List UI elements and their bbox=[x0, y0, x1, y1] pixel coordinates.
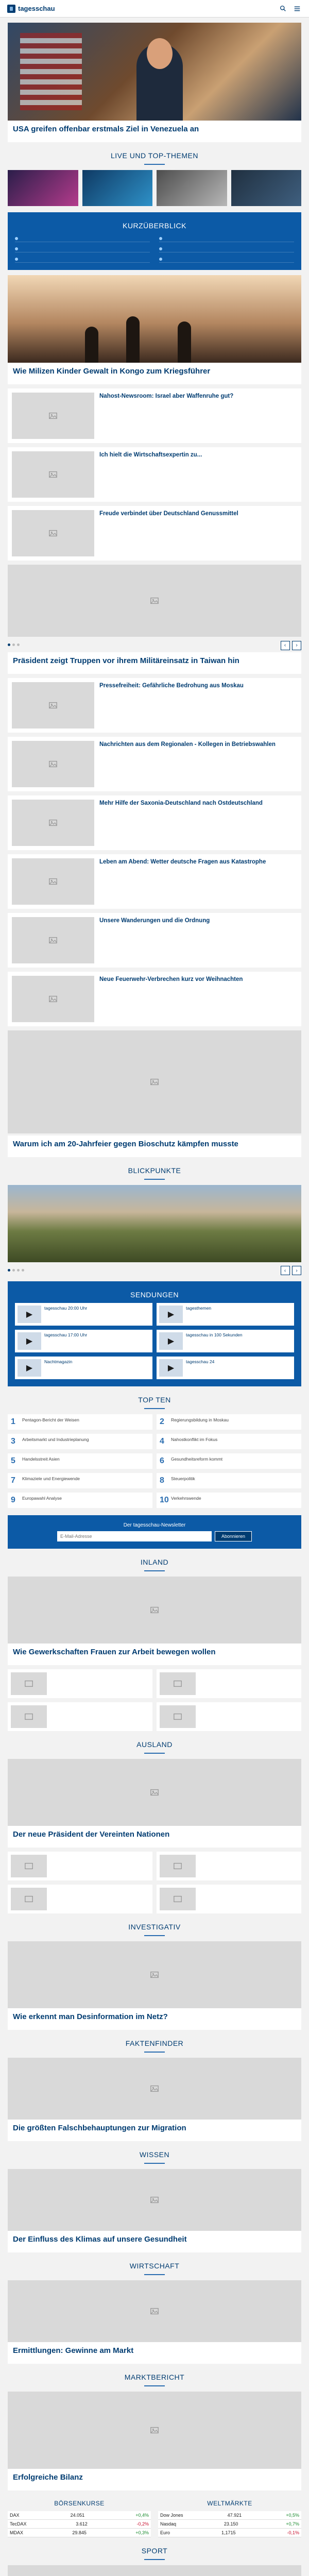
list-headline[interactable]: Neue Feuerwehr-Verbrechen kurz vor Weihnachten bbox=[99, 976, 243, 982]
image-placeholder-icon bbox=[8, 2169, 301, 2231]
index-name: DAX bbox=[10, 2513, 20, 2518]
slider-dot[interactable] bbox=[12, 1269, 15, 1272]
list-headline[interactable]: Nahost-Newsroom: Israel aber Waffenruhe gut? bbox=[99, 393, 234, 399]
image-placeholder-icon bbox=[160, 1705, 196, 1728]
inland-lead[interactable] bbox=[8, 1577, 301, 1665]
list-headline[interactable]: Nachrichten aus dem Regionalen - Kollegen in Betriebswahlen bbox=[99, 741, 276, 748]
top-ten-label: Nahostkonflikt im Fokus bbox=[171, 1437, 218, 1442]
site-header bbox=[0, 0, 309, 18]
sendung-item[interactable] bbox=[157, 1357, 294, 1379]
play-icon: ▶ bbox=[18, 1332, 41, 1350]
section-title-sport: SPORT bbox=[141, 2547, 168, 2555]
site-logo[interactable] bbox=[7, 5, 55, 13]
lead-image bbox=[8, 23, 301, 121]
mini-teaser[interactable] bbox=[157, 1669, 301, 1698]
brief-item[interactable] bbox=[159, 244, 294, 252]
rank-number: 2 bbox=[160, 1417, 164, 1426]
image-placeholder-icon bbox=[8, 2565, 301, 2576]
rank-number: 4 bbox=[160, 1437, 164, 1446]
brief-item[interactable] bbox=[159, 255, 294, 263]
sendungen-box bbox=[8, 1281, 301, 1386]
mini-teaser[interactable] bbox=[157, 1852, 301, 1880]
slider-dot[interactable] bbox=[17, 1269, 20, 1272]
slider-dot[interactable] bbox=[12, 643, 15, 646]
slider-prev-icon[interactable]: ‹ bbox=[281, 1266, 290, 1275]
mini-teaser[interactable] bbox=[8, 1885, 152, 1913]
image-placeholder-icon bbox=[12, 682, 94, 728]
section-title-wissen: WISSEN bbox=[139, 2150, 170, 2159]
brief-item[interactable] bbox=[15, 234, 150, 242]
index-change: -0,1% bbox=[287, 2530, 299, 2535]
menu-icon[interactable] bbox=[293, 4, 302, 13]
top-ten-label: Arbeitsmarkt und Industrieplanung bbox=[22, 1437, 89, 1442]
top-ten-list bbox=[8, 1414, 301, 1508]
brief-item[interactable] bbox=[15, 255, 150, 263]
feature-headline[interactable]: Wie Milizen Kinder Gewalt in Kongo zum Kriegsführer bbox=[13, 367, 211, 376]
slider-image-placeholder-icon[interactable] bbox=[8, 565, 301, 637]
index-change: -0,2% bbox=[136, 2521, 149, 2527]
section-title-kurz: KURZÜBERBLICK bbox=[123, 222, 186, 230]
market-row[interactable] bbox=[158, 2529, 301, 2537]
investigativ-lead[interactable] bbox=[8, 1941, 301, 2030]
slider-controls bbox=[8, 640, 301, 650]
index-value: 29.845 bbox=[72, 2530, 87, 2535]
wirtschaft-lead[interactable] bbox=[8, 2280, 301, 2364]
top-ten-label: Pentagon-Bericht der Weisen bbox=[22, 1417, 79, 1422]
image-placeholder-icon bbox=[12, 393, 94, 439]
index-value: 47.921 bbox=[227, 2513, 242, 2518]
index-value: 3.612 bbox=[76, 2521, 88, 2527]
feature-teaser[interactable] bbox=[8, 1136, 301, 1157]
list-item[interactable] bbox=[8, 506, 301, 561]
rank-number: 8 bbox=[160, 1476, 164, 1485]
image-placeholder-icon bbox=[160, 1672, 196, 1695]
top-ten-item[interactable] bbox=[8, 1414, 152, 1430]
sendung-label: Nachtmagazin bbox=[44, 1359, 73, 1364]
image-placeholder-icon bbox=[160, 1888, 196, 1910]
wirtschaft-headline[interactable]: Ermittlungen: Gewinne am Markt bbox=[13, 2346, 134, 2355]
newsletter-title: Der tagesschau-Newsletter bbox=[123, 1522, 186, 1528]
search-icon[interactable] bbox=[278, 4, 287, 13]
marktbericht-headline[interactable]: Erfolgreiche Bilanz bbox=[13, 2473, 83, 2482]
newsletter-box bbox=[8, 1515, 301, 1549]
mini-teaser[interactable] bbox=[8, 1669, 152, 1698]
list-headline[interactable]: Freude verbindet über Deutschland Genussmittel bbox=[99, 511, 238, 517]
rank-number: 7 bbox=[11, 1476, 15, 1485]
feature-teaser[interactable] bbox=[8, 275, 301, 384]
top-ten-item[interactable] bbox=[157, 1434, 301, 1449]
index-value: 1,1715 bbox=[221, 2530, 236, 2535]
faktenfinder-headline[interactable]: Die größten Falschbehauptungen zur Migration bbox=[13, 2124, 186, 2132]
image-placeholder-icon bbox=[8, 2392, 301, 2469]
image-placeholder-icon bbox=[12, 858, 94, 905]
play-icon: ▶ bbox=[159, 1306, 183, 1323]
top-ten-item[interactable] bbox=[157, 1473, 301, 1488]
list-item[interactable] bbox=[8, 678, 301, 733]
inland-headline[interactable]: Wie Gewerkschaften Frauen zur Arbeit bewegen wollen bbox=[13, 1648, 216, 1656]
top-ten-item[interactable] bbox=[8, 1434, 152, 1449]
sendung-item[interactable] bbox=[157, 1303, 294, 1326]
top-ten-item[interactable] bbox=[157, 1493, 301, 1508]
market-row[interactable] bbox=[8, 2511, 151, 2520]
section-title-inland: INLAND bbox=[140, 1558, 169, 1566]
list-headline[interactable]: Ich hielt die Wirtschaftsexpertin zu... bbox=[99, 452, 202, 458]
lead-headline[interactable]: USA greifen offenbar erstmals Ziel in Venezuela an bbox=[13, 125, 199, 133]
play-icon: ▶ bbox=[159, 1332, 183, 1350]
list-item[interactable] bbox=[8, 972, 301, 1026]
play-icon: ▶ bbox=[18, 1359, 41, 1377]
sendung-item[interactable] bbox=[15, 1303, 152, 1326]
lead-teaser[interactable] bbox=[8, 23, 301, 142]
slider-dot[interactable] bbox=[8, 1269, 10, 1272]
marktbericht-lead[interactable] bbox=[8, 2392, 301, 2490]
sendung-item[interactable] bbox=[157, 1330, 294, 1352]
list-item[interactable] bbox=[8, 854, 301, 909]
section-title-investigativ: INVESTIGATIV bbox=[128, 1923, 181, 1931]
feature-headline[interactable]: Warum ich am 20-Jahrfeier gegen Bioschutz kämpfen musste bbox=[13, 1139, 238, 1148]
section-title-marktbericht: MARKTBERICHT bbox=[124, 2373, 185, 2381]
boersenkurse-box bbox=[8, 2496, 151, 2537]
image-placeholder-icon bbox=[8, 1759, 301, 1826]
top-ten-item[interactable] bbox=[157, 1414, 301, 1430]
slider-dot[interactable] bbox=[17, 643, 20, 646]
index-change: +0,7% bbox=[286, 2521, 299, 2527]
market-row[interactable] bbox=[158, 2511, 301, 2520]
list-headline[interactable]: Pressefreiheit: Gefährliche Bedrohung aus Moskau bbox=[99, 682, 244, 689]
feature-image-placeholder-icon[interactable] bbox=[8, 1030, 301, 1133]
image-placeholder-icon bbox=[12, 917, 94, 963]
market-row[interactable] bbox=[8, 2520, 151, 2529]
image-placeholder-icon bbox=[12, 451, 94, 498]
top-ten-label: Europawahl Analyse bbox=[22, 1496, 62, 1501]
top-ten-item[interactable] bbox=[8, 1453, 152, 1469]
brief-item[interactable] bbox=[15, 244, 150, 252]
slider-teaser[interactable] bbox=[8, 652, 301, 674]
top-ten-label: Regierungsbildung in Moskau bbox=[171, 1417, 229, 1422]
slider-next-icon[interactable]: › bbox=[292, 641, 301, 650]
image-placeholder-icon bbox=[12, 741, 94, 787]
rank-number: 10 bbox=[160, 1496, 169, 1504]
newsletter-email-input[interactable] bbox=[57, 1531, 212, 1541]
sendung-label: tagesschau 17:00 Uhr bbox=[44, 1332, 88, 1337]
rank-number: 9 bbox=[11, 1496, 15, 1504]
sendung-label: tagesschau 20:00 Uhr bbox=[44, 1306, 88, 1311]
list-headline[interactable]: Leben am Abend: Wetter deutsche Fragen aus Katastrophe bbox=[99, 858, 266, 865]
mini-teaser[interactable] bbox=[8, 1852, 152, 1880]
image-placeholder-icon bbox=[11, 1672, 47, 1695]
rank-number: 1 bbox=[11, 1417, 15, 1426]
slider-dot[interactable] bbox=[22, 1269, 24, 1272]
sendung-label: tagesschau 24 bbox=[186, 1359, 215, 1364]
slider-prev-icon[interactable]: ‹ bbox=[281, 641, 290, 650]
ausland-headline[interactable]: Der neue Präsident der Vereinten Nationen bbox=[13, 1830, 170, 1839]
list-item[interactable] bbox=[8, 795, 301, 850]
wissen-lead[interactable] bbox=[8, 2169, 301, 2252]
sendung-item[interactable] bbox=[15, 1357, 152, 1379]
list-headline[interactable]: Unsere Wanderungen und die Ordnung bbox=[99, 917, 210, 924]
index-name: Dow Jones bbox=[160, 2513, 183, 2518]
brief-item[interactable] bbox=[159, 234, 294, 242]
feature-image bbox=[8, 275, 301, 363]
investigativ-headline[interactable]: Wie erkennt man Desinformation im Netz? bbox=[13, 2012, 168, 2021]
blickpunkte-teaser[interactable] bbox=[8, 1185, 301, 1262]
sendung-label: tagesthemen bbox=[186, 1306, 212, 1311]
section-title-sendungen: SENDUNGEN bbox=[130, 1291, 179, 1299]
rank-number: 6 bbox=[160, 1456, 164, 1465]
image-placeholder-icon bbox=[8, 1941, 301, 2008]
index-name: Nasdaq bbox=[160, 2521, 177, 2527]
market-row[interactable] bbox=[8, 2529, 151, 2537]
top-ten-item[interactable] bbox=[157, 1453, 301, 1469]
index-name: MDAX bbox=[10, 2530, 24, 2535]
section-title-live: LIVE UND TOP-THEMEN bbox=[110, 151, 198, 160]
list-item[interactable] bbox=[8, 913, 301, 968]
index-change: +0,4% bbox=[135, 2513, 149, 2518]
slider-headline[interactable]: Präsident zeigt Truppen vor ihrem Militäreinsatz in Taiwan hin bbox=[13, 656, 239, 665]
index-name: Euro bbox=[160, 2530, 170, 2535]
wissen-headline[interactable]: Der Einfluss des Klimas auf unsere Gesundheit bbox=[13, 2235, 187, 2244]
logo-text: tagesschau bbox=[18, 5, 55, 12]
sendung-label: tagesschau in 100 Sekunden bbox=[186, 1332, 243, 1337]
rank-number: 5 bbox=[11, 1456, 15, 1465]
list-item[interactable] bbox=[8, 737, 301, 791]
image-placeholder-icon bbox=[8, 1577, 301, 1643]
live-teaser[interactable] bbox=[82, 170, 153, 206]
list-item[interactable] bbox=[8, 447, 301, 502]
slider-next-icon[interactable]: › bbox=[292, 1266, 301, 1275]
image-placeholder-icon bbox=[11, 1888, 47, 1910]
newsletter-subscribe-button[interactable]: Abonnieren bbox=[215, 1531, 252, 1541]
index-value: 24.051 bbox=[70, 2513, 85, 2518]
top-ten-label: Verkehrswende bbox=[171, 1496, 201, 1501]
index-change: +0,3% bbox=[135, 2530, 149, 2535]
image-placeholder-icon bbox=[8, 2058, 301, 2120]
play-icon: ▶ bbox=[159, 1359, 183, 1377]
image-placeholder-icon bbox=[11, 1855, 47, 1877]
top-ten-item[interactable] bbox=[8, 1473, 152, 1488]
ausland-lead[interactable] bbox=[8, 1759, 301, 1848]
image-placeholder-icon bbox=[160, 1855, 196, 1877]
index-name: TecDAX bbox=[10, 2521, 27, 2527]
top-ten-label: Klimaziele und Energiewende bbox=[22, 1476, 80, 1481]
section-title-top-ten: TOP TEN bbox=[138, 1396, 171, 1404]
sport-lead[interactable] bbox=[8, 2565, 301, 2576]
faktenfinder-lead[interactable] bbox=[8, 2058, 301, 2141]
top-ten-item[interactable] bbox=[8, 1493, 152, 1508]
slider-dot[interactable] bbox=[8, 643, 10, 646]
section-title-wirtschaft: WIRTSCHAFT bbox=[129, 2262, 180, 2270]
image-placeholder-icon bbox=[12, 976, 94, 1022]
live-teaser[interactable] bbox=[157, 170, 227, 206]
top-ten-label: Handelsstreit Asien bbox=[22, 1456, 60, 1462]
mini-teaser[interactable] bbox=[157, 1702, 301, 1731]
section-title-weltmaerkte: WELTMÄRKTE bbox=[207, 2500, 252, 2507]
live-teaser[interactable] bbox=[231, 170, 302, 206]
mini-teaser[interactable] bbox=[8, 1702, 152, 1731]
blickpunkte-image bbox=[8, 1185, 301, 1262]
kurzueberblick-box bbox=[8, 212, 301, 270]
index-value: 23.150 bbox=[224, 2521, 238, 2527]
image-placeholder-icon bbox=[11, 1705, 47, 1728]
rank-number: 3 bbox=[11, 1437, 15, 1446]
top-ten-label: Steuerpolitik bbox=[171, 1476, 195, 1481]
slider-controls bbox=[8, 1265, 301, 1276]
top-ten-label: Gesundheitsreform kommt bbox=[171, 1456, 223, 1462]
list-item[interactable] bbox=[8, 388, 301, 443]
section-title-ausland: AUSLAND bbox=[136, 1740, 173, 1749]
mini-teaser[interactable] bbox=[157, 1885, 301, 1913]
weltmaerkte-box bbox=[158, 2496, 301, 2537]
list-headline[interactable]: Mehr Hilfe der Saxonia-Deutschland nach Ostdeutschland bbox=[99, 800, 263, 806]
logo-icon bbox=[7, 5, 15, 13]
image-placeholder-icon bbox=[12, 510, 94, 556]
live-teaser[interactable] bbox=[8, 170, 78, 206]
play-icon: ▶ bbox=[18, 1306, 41, 1323]
image-placeholder-icon bbox=[12, 800, 94, 846]
section-title-faktenfinder: FAKTENFINDER bbox=[125, 2039, 184, 2047]
live-teaser-row bbox=[8, 170, 301, 206]
sendung-item[interactable] bbox=[15, 1330, 152, 1352]
section-title-boersenkurse: BÖRSENKURSE bbox=[54, 2500, 105, 2507]
index-change: +0,5% bbox=[286, 2513, 299, 2518]
image-placeholder-icon bbox=[8, 2280, 301, 2342]
market-row[interactable] bbox=[158, 2520, 301, 2529]
section-title-blickpunkte: BLICKPUNKTE bbox=[128, 1166, 181, 1175]
